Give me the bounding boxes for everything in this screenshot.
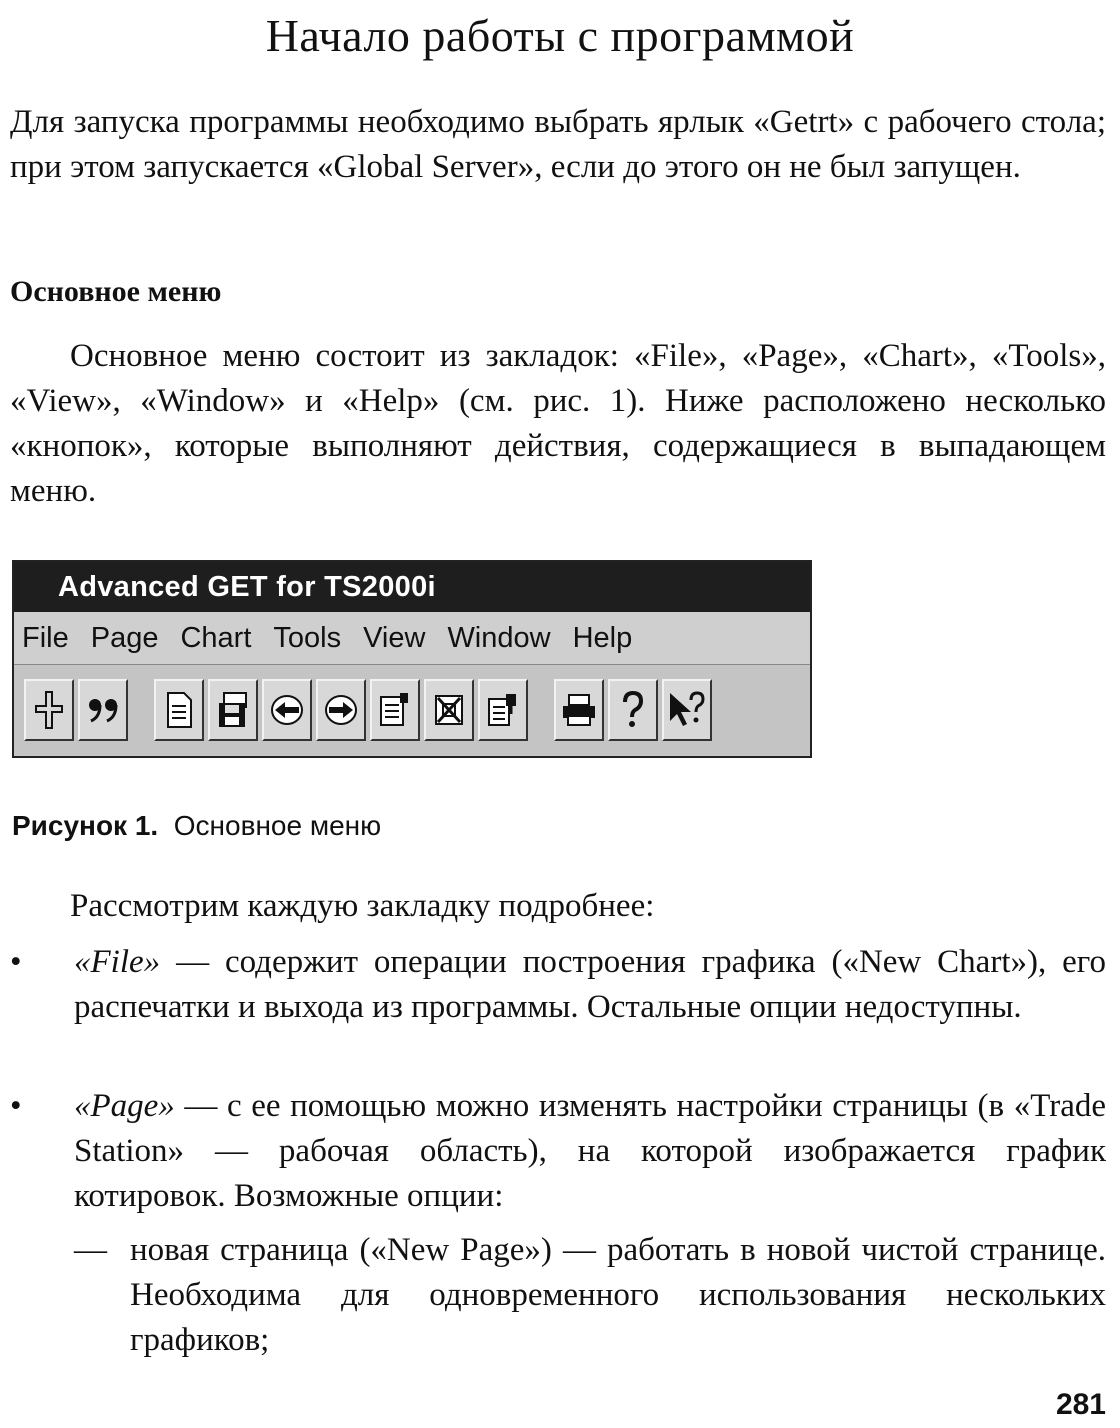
bullet-term: «Page» bbox=[74, 1088, 175, 1124]
menu-window[interactable]: Window bbox=[447, 621, 551, 654]
app-window-figure bbox=[12, 560, 812, 758]
bullet-mark: • bbox=[10, 944, 22, 980]
menu-file[interactable]: File bbox=[22, 621, 69, 654]
bullet-term: «File» bbox=[74, 944, 161, 980]
menu-chart[interactable]: Chart bbox=[180, 621, 252, 654]
section-paragraph bbox=[10, 334, 1106, 514]
intro-paragraph bbox=[10, 100, 1106, 190]
page-back-icon bbox=[269, 691, 305, 729]
menu-help[interactable]: Help bbox=[572, 621, 633, 654]
figure-caption bbox=[12, 806, 381, 846]
context-help-icon bbox=[667, 690, 707, 730]
chart-settings-icon bbox=[486, 691, 520, 729]
section-heading: Основное меню bbox=[10, 275, 222, 308]
menu-bar bbox=[14, 612, 810, 665]
menu-tools[interactable]: Tools bbox=[273, 621, 342, 654]
page-title: Начало работы с программой bbox=[265, 10, 855, 61]
cross-cursor-icon bbox=[34, 690, 64, 730]
section-text: Основное меню состоит из закладок: «File», «Page», «Chart», «Tools», «View», «Window» и «Help» (см. рис. 1). Ниже расположено несколько «кнопок», которые выполняют действия, содержащиеся в выпадающем меню. bbox=[10, 338, 1106, 509]
close-chart-icon bbox=[432, 691, 466, 729]
print-button[interactable] bbox=[554, 679, 604, 741]
bullet-text bbox=[74, 940, 1106, 1030]
dash-text: новая страница («New Page») — работать в новой чистой странице. Необходима для одновременного использования нескольких графиков; bbox=[130, 1232, 1106, 1358]
page-forward-button[interactable] bbox=[316, 679, 366, 741]
lead-in-text: Рассмотрим каждую закладку подробнее: bbox=[70, 888, 655, 924]
bullet-description: — содержит операции построения графика («New Chart»), его распечатки и выхода из программы. Остальные опции недоступны. bbox=[74, 944, 1106, 1025]
chart-page-button[interactable] bbox=[370, 679, 420, 741]
bullet-item-page bbox=[10, 1084, 1106, 1219]
lead-in-paragraph bbox=[10, 884, 1106, 929]
close-chart-button[interactable] bbox=[424, 679, 474, 741]
menu-view[interactable]: View bbox=[363, 621, 426, 654]
bullet-item-file bbox=[10, 940, 1106, 1030]
help-button[interactable] bbox=[608, 679, 658, 741]
menu-page[interactable]: Page bbox=[90, 621, 159, 654]
intro-text: Для запуска программы необходимо выбрать ярлык «Getrt» с рабочего стола; при этом запускается «Global Server», если до этого он не был запущен. bbox=[10, 104, 1106, 185]
chart-page-icon bbox=[378, 691, 412, 729]
quote-button[interactable] bbox=[78, 679, 128, 741]
dash-mark: — bbox=[74, 1232, 107, 1268]
dash-item-new-page bbox=[10, 1228, 1106, 1363]
quote-icon bbox=[86, 695, 120, 725]
caption-text: Основное меню bbox=[173, 810, 382, 841]
cross-cursor-button[interactable] bbox=[24, 679, 74, 741]
new-document-button[interactable] bbox=[154, 679, 204, 741]
caption-label: Рисунок 1. bbox=[12, 810, 159, 841]
printer-icon bbox=[560, 692, 598, 728]
document-icon bbox=[164, 690, 194, 730]
save-button[interactable] bbox=[208, 679, 258, 741]
bullet-description: — с ее помощью можно изменять настройки страницы (в «Trade Station» — рабочая область), на которой изображается график котировок. Возможные опции: bbox=[74, 1088, 1106, 1214]
floppy-disk-icon bbox=[216, 691, 250, 729]
question-mark-icon bbox=[620, 690, 646, 730]
page-number: 281 bbox=[1055, 1388, 1106, 1421]
chart-settings-button[interactable] bbox=[478, 679, 528, 741]
toolbar bbox=[14, 665, 810, 755]
context-help-button[interactable] bbox=[662, 679, 712, 741]
bullet-mark: • bbox=[10, 1088, 22, 1124]
page-back-button[interactable] bbox=[262, 679, 312, 741]
page-forward-icon bbox=[323, 691, 359, 729]
bullet-text bbox=[74, 1084, 1106, 1219]
window-title-bar: Advanced GET for TS2000i bbox=[14, 562, 810, 612]
